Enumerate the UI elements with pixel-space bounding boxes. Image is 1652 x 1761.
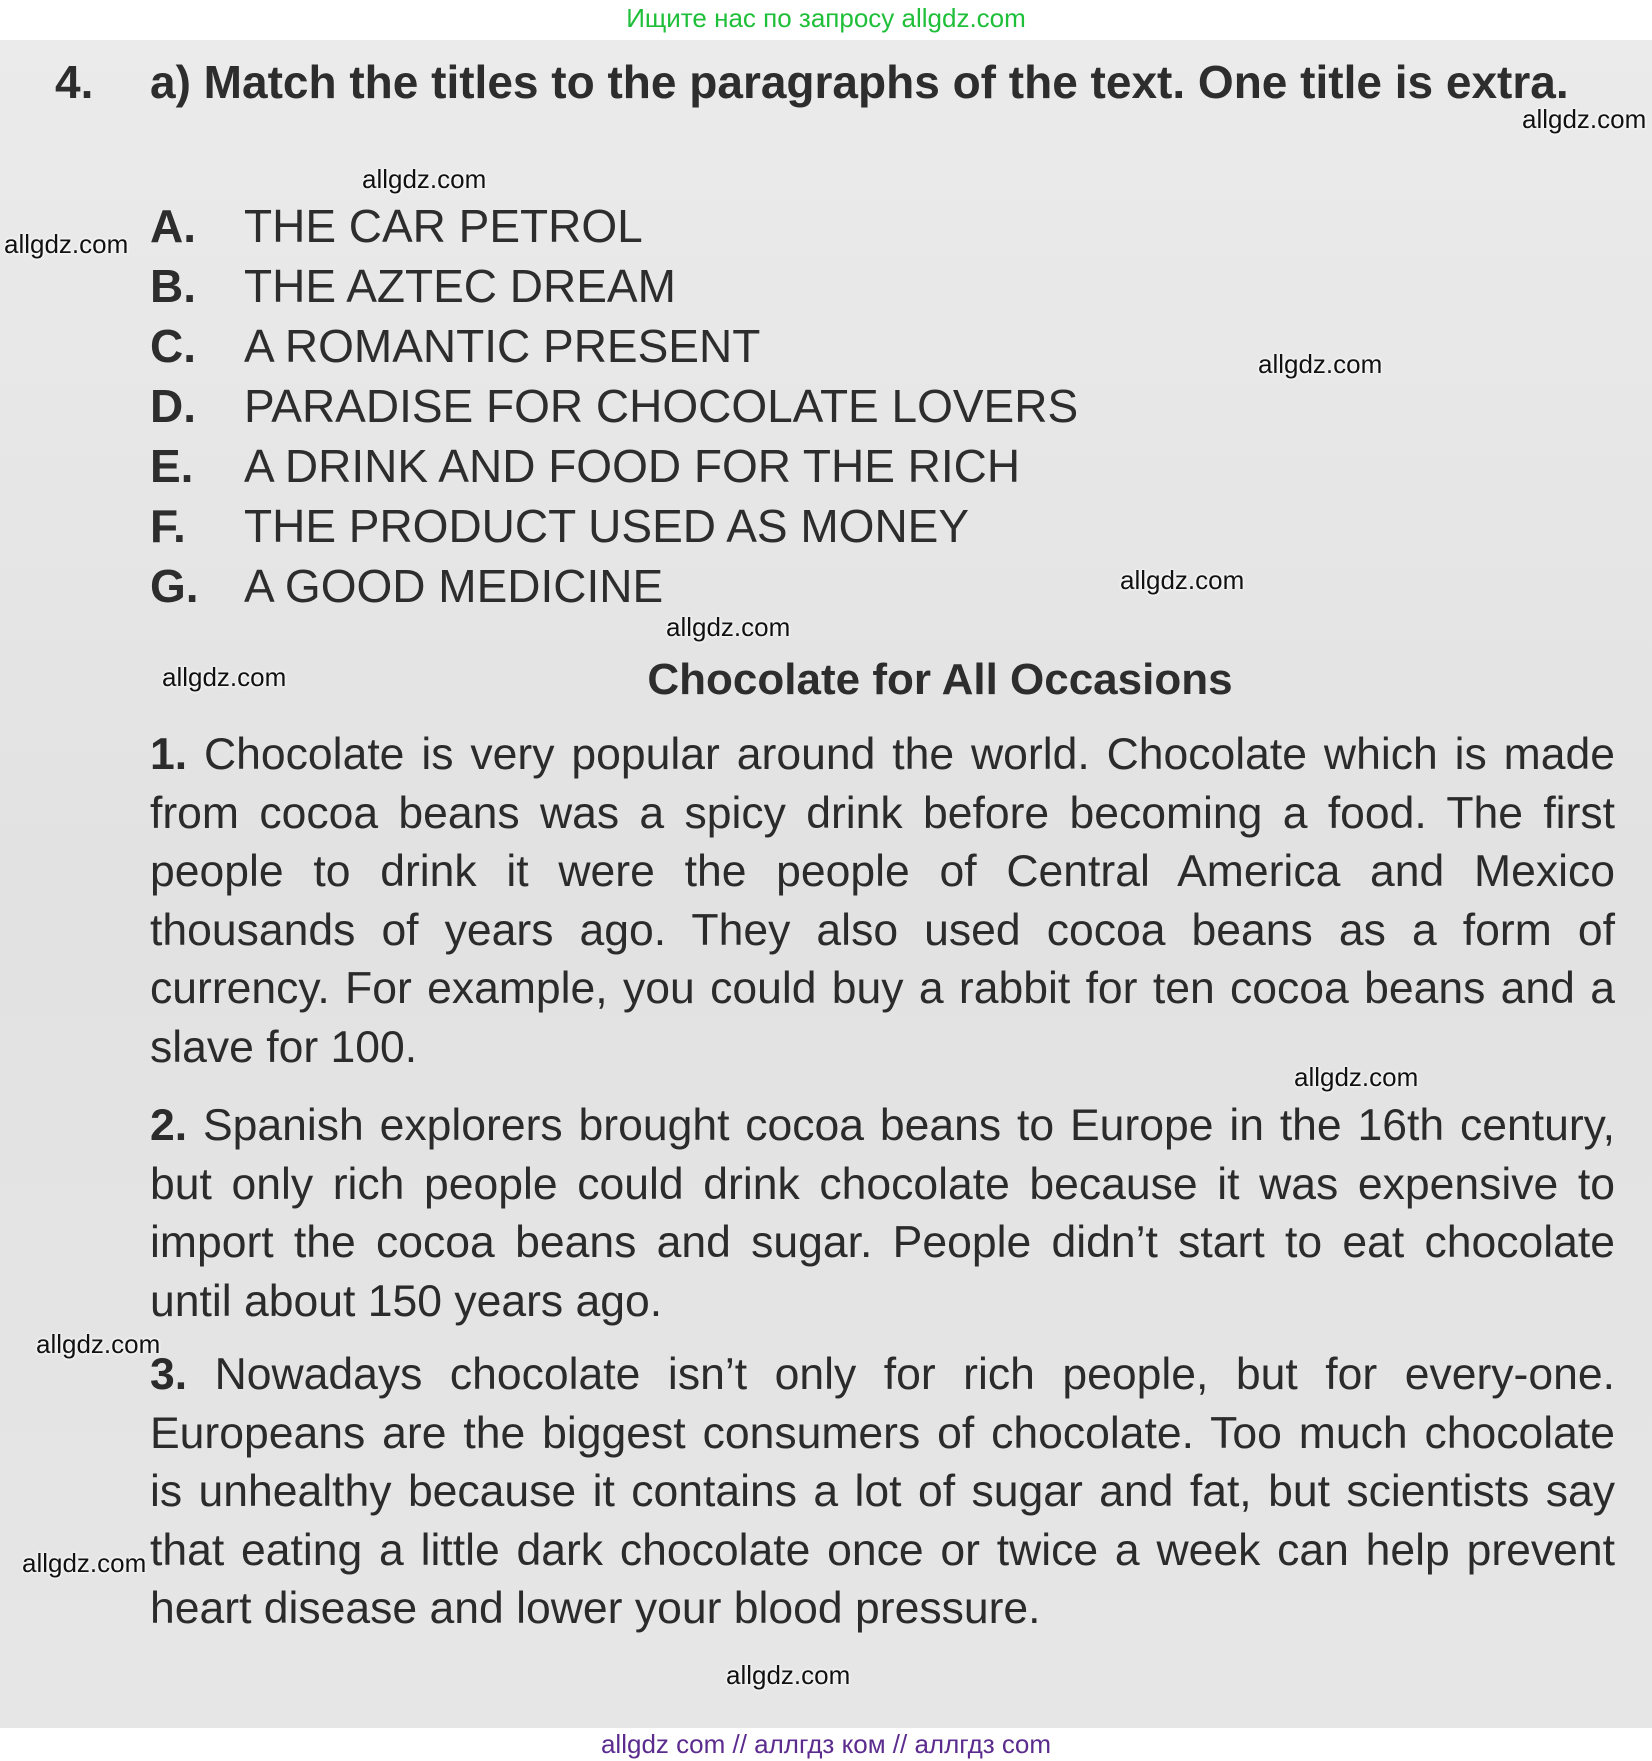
paragraph-text: Spanish explorers brought cocoa beans to Europe in the 16th century, but only rich people could drink chocolate because it was expensive to import the cocoa beans and sugar. People didn’t start to eat chocolate until about 150 years ago. bbox=[150, 1101, 1615, 1326]
watermark: allgdz.com bbox=[666, 612, 791, 642]
title-text: PARADISE FOR CHOCOLATE LOVERS bbox=[244, 380, 1079, 432]
title-letter: C. bbox=[150, 320, 196, 372]
title-item bbox=[150, 496, 1078, 556]
title-item bbox=[150, 256, 1078, 316]
title-letter: D. bbox=[150, 380, 196, 432]
title-letter: E. bbox=[150, 440, 194, 492]
watermark: allgdz.com bbox=[362, 164, 487, 194]
watermark: allgdz.com bbox=[1522, 104, 1647, 134]
title-text: A GOOD MEDICINE bbox=[244, 560, 664, 612]
task-number: 4. bbox=[55, 56, 94, 108]
title-text: A DRINK AND FOOD FOR THE RICH bbox=[244, 440, 1021, 492]
paragraph-number: 2. bbox=[150, 1101, 188, 1150]
title-item bbox=[150, 436, 1078, 496]
article-title: Chocolate for All Occasions bbox=[647, 655, 1233, 704]
paragraph-text: Chocolate is very popular around the world. Chocolate which is made from cocoa beans was a spicy drink before becoming a food. The first people to drink it were the people of Central America and Mexico thousands of years ago. They also used cocoa beans as a form of currency. For example, you could buy a rabbit for ten cocoa beans and a slave for 100. bbox=[150, 730, 1615, 1072]
paragraph-1 bbox=[150, 726, 1615, 1078]
paragraph-2 bbox=[150, 1097, 1615, 1331]
watermark: allgdz.com bbox=[726, 1660, 851, 1690]
task-instruction: a) Match the titles to the paragraphs of the text. One title is extra. bbox=[150, 56, 1569, 108]
title-letter: G. bbox=[150, 560, 199, 612]
watermark: allgdz.com bbox=[36, 1329, 161, 1359]
watermark: allgdz.com bbox=[4, 229, 129, 259]
paragraph-number: 3. bbox=[150, 1350, 188, 1399]
title-item bbox=[150, 196, 1078, 256]
title-text: THE CAR PETROL bbox=[244, 200, 643, 252]
title-letter: B. bbox=[150, 260, 196, 312]
title-letter: F. bbox=[150, 500, 186, 552]
watermark: allgdz.com bbox=[22, 1548, 147, 1578]
title-item bbox=[150, 376, 1078, 436]
watermark: allgdz.com bbox=[1120, 565, 1245, 595]
titles-list bbox=[150, 196, 1078, 616]
top-banner[interactable]: Ищите нас по запросу allgdz.com bbox=[0, 0, 1652, 40]
title-letter: A. bbox=[150, 200, 196, 252]
watermark: allgdz.com bbox=[1258, 349, 1383, 379]
bottom-banner[interactable]: allgdz com // аллгдз ком // аллгдз com bbox=[0, 1728, 1652, 1761]
paragraph-text: Nowadays chocolate isn’t only for rich people, but for every-one. Europeans are the biggest consumers of chocolate. Too much chocolate is unhealthy because it contains a lot of sugar and fat, but scientists say that eating a little dark chocolate once or twice a week can help prevent heart disease and lower your blood pressure. bbox=[150, 1350, 1615, 1634]
watermark: allgdz.com bbox=[1294, 1062, 1419, 1092]
title-item bbox=[150, 316, 1078, 376]
title-text: THE PRODUCT USED AS MONEY bbox=[244, 500, 970, 552]
paragraph-3 bbox=[150, 1346, 1615, 1639]
title-text: THE AZTEC DREAM bbox=[244, 260, 676, 312]
title-text: A ROMANTIC PRESENT bbox=[244, 320, 761, 372]
watermark: allgdz.com bbox=[162, 662, 287, 692]
paragraph-number: 1. bbox=[150, 730, 188, 779]
title-item bbox=[150, 556, 1078, 616]
